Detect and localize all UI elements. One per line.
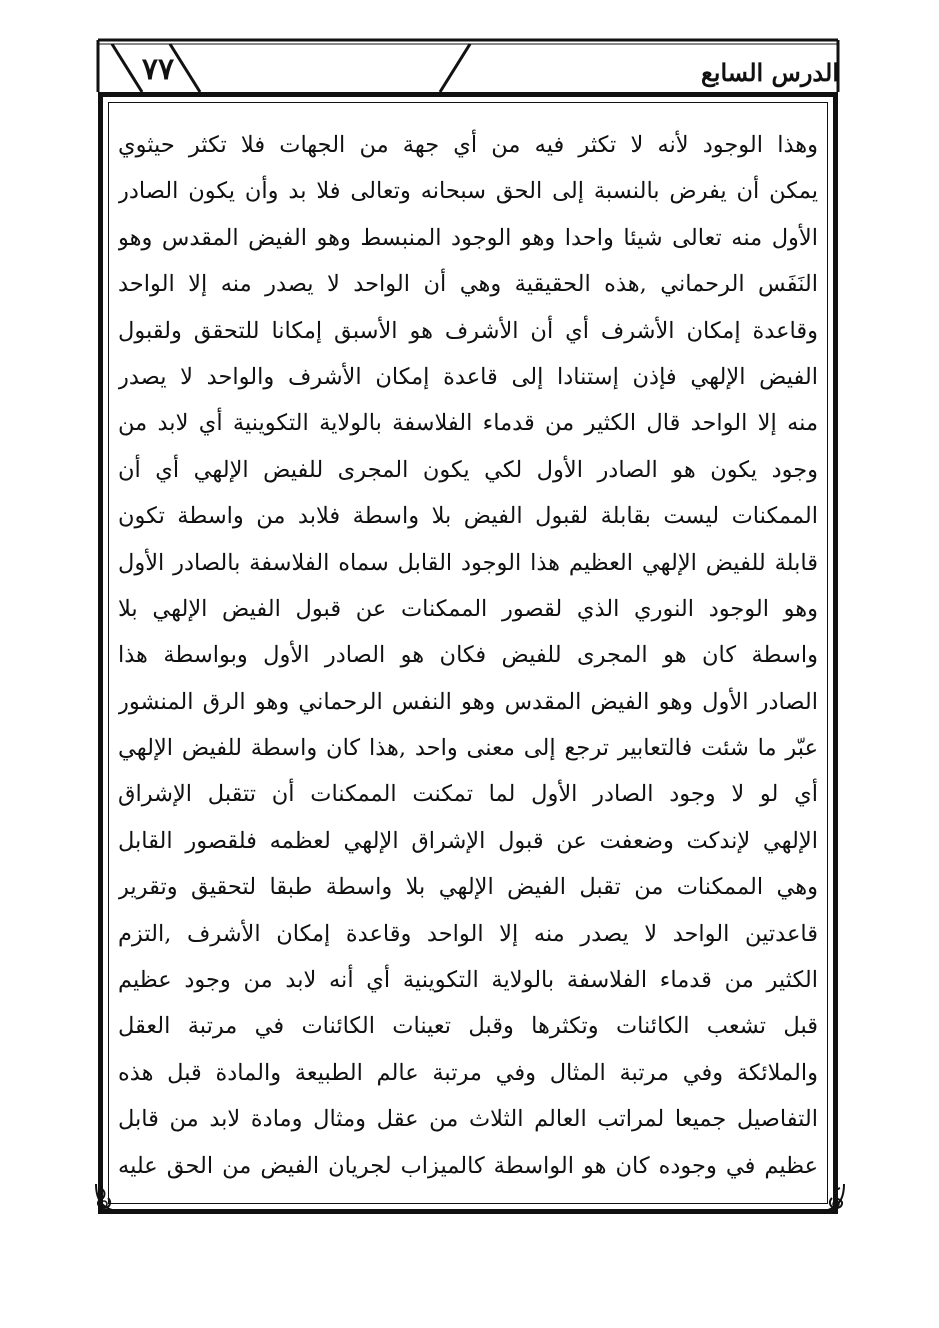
text-line: قاعدتين الواحد لا يصدر منه إلا الواحد وقاعدة إمكان الأشرف ,التزم (118, 920, 818, 947)
text-line: الأول منه تعالى شيئا واحدا وهو الوجود المنبسط وهو الفيض المقدس وهو (118, 224, 818, 251)
text-line: والملائكة وفي مرتبة المثال وفي مرتبة عالم الطبيعة والمادة قبل هذه (118, 1059, 818, 1086)
text-line: الكثير من قدماء الفلاسفة بالولاية التكوينية أي أنه لابد من وجود عظيم (118, 967, 818, 994)
page-number: ٧٧ (141, 52, 175, 87)
text-line: وجود يكون هو الصادر الأول لكي يكون المجرى للفيض الإلهي أي أن (118, 456, 818, 483)
text-line: وقاعدة إمكان الأشرف أي أن الأشرف هو الأسبق إمكانا للتحقق ولقبول (118, 317, 818, 344)
text-line: يمكن أن يفرض بالنسبة إلى الحق سبحانه وتعالى فلا بد وأن يكون الصادر (118, 178, 818, 205)
section-title: الدرس السابع (701, 58, 839, 87)
text-line: الممكنات ليست بقابلة لقبول الفيض بلا واسطة فلابد من واسطة تكون (118, 503, 818, 530)
body-text (118, 122, 818, 1189)
corner-ornament-icon (92, 1180, 128, 1216)
text-line: عظيم في وجوده كان هو الواسطة كالميزاب لجريان الفيض من الحق عليه (118, 1152, 818, 1179)
text-line: قبل تشعب الكائنات وتكثرها وقبل تعينات الكائنات في مرتبة العقل (118, 1013, 818, 1040)
text-line: أي لو لا وجود الصادر الأول لما تمكنت الممكنات أن تتقبل الإشراق (118, 781, 818, 808)
text-line: الصادر الأول وهو الفيض المقدس وهو النفس الرحماني وهو الرق المنشور (118, 688, 818, 715)
text-line: قابلة للفيض الإلهي العظيم هذا الوجود القابل سماه الفلاسفة بالصادر الأول (118, 549, 818, 576)
text-line: واسطة كان هو المجرى للفيض فكان هو الصادر الأول وبواسطة هذا (118, 642, 818, 669)
text-line: التفاصيل جميعا لمراتب العالم الثلاث من عقل ومثال ومادة لابد من قابل (118, 1106, 818, 1133)
text-line: الفيض الإلهي فإذن إستنادا إلى قاعدة إمكان الأشرف والواحد لا يصدر (118, 363, 818, 390)
text-line: وهذا الوجود لأنه لا تكثر فيه من أي جهة من الجهات فلا تكثر حيثوي (118, 132, 818, 158)
text-line: عبّر ما شئت فالتعابير ترجع إلى معنى واحد ,هذا كان واسطة للفيض الإلهي (118, 735, 818, 762)
text-line: الإلهي لإندكت وضعفت عن قبول الإشراق الإلهي لعظمه فلقصور القابل (118, 827, 818, 854)
text-line: وهي الممكنات من تقبل الفيض الإلهي بلا واسطة طبقا لتحقيق وتقرير (118, 874, 818, 901)
text-line: النَفَس الرحماني ,هذه الحقيقية وهي أن الواحد لا يصدر منه إلا الواحد (118, 271, 818, 298)
corner-ornament-icon (812, 1180, 848, 1216)
text-line: وهو الوجود النوري الذي لقصور الممكنات عن قبول الفيض الإلهي بلا (118, 595, 818, 622)
text-line: منه إلا الواحد قال الكثير من قدماء الفلاسفة بالولاية التكوينية أي لابد من (118, 410, 818, 437)
